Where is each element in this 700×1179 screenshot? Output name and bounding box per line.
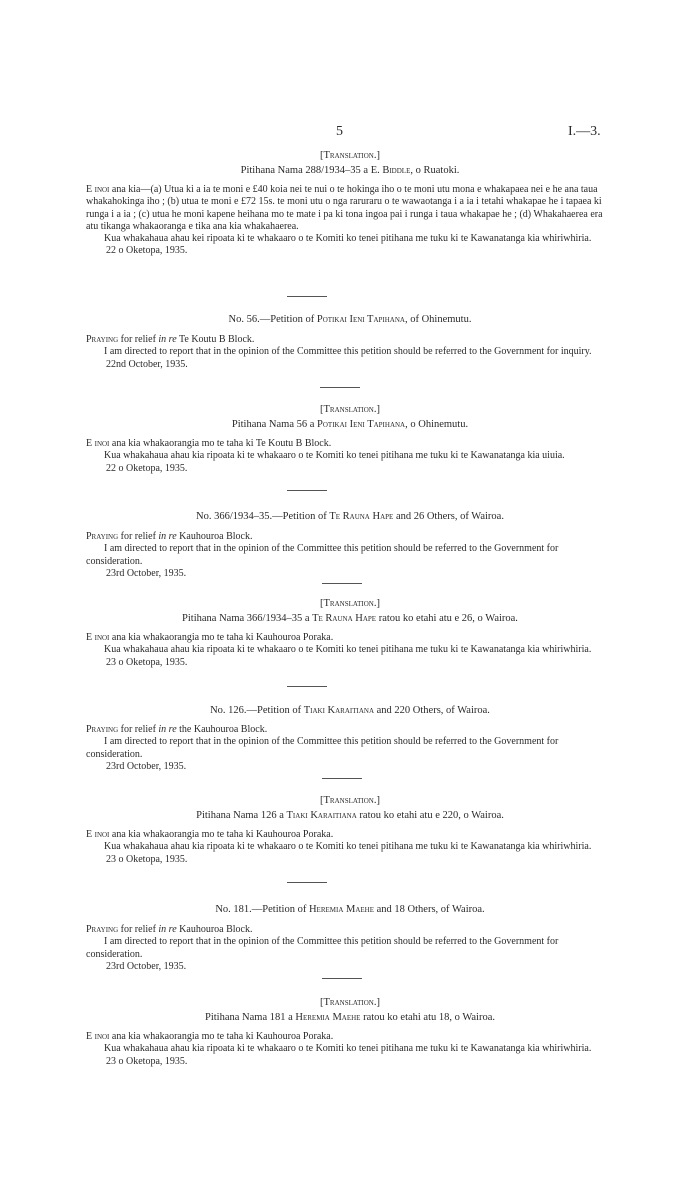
petition-body xyxy=(86,334,610,371)
translation-label: [Translation.] xyxy=(320,150,380,161)
petition-body xyxy=(86,632,610,669)
petition-body xyxy=(86,724,610,773)
report-date: 23 o Oketopa, 1935. xyxy=(106,656,188,668)
report-paragraph: I am directed to report that in the opinion of the Committee this petition should be referred to the Government for consideration. xyxy=(86,936,559,960)
prayer-paragraph: Praying for relief in re Te Koutu B Block. xyxy=(86,334,255,345)
petition-body xyxy=(86,184,610,258)
report-date: 22 o Oketopa, 1935. xyxy=(106,245,188,257)
petition-body xyxy=(86,531,610,580)
report-date: 23 o Oketopa, 1935. xyxy=(106,853,188,865)
section-divider xyxy=(287,882,327,883)
petition-title: Pitihana Nama 288/1934–35 a E. Biddle, o Ruatoki. xyxy=(240,165,460,176)
petition-body xyxy=(86,1031,610,1068)
petition-title: Pitihana Nama 181 a Heremia Maehe ratou ko etahi atu 18, o Wairoa. xyxy=(205,1012,495,1023)
prayer-paragraph: Praying for relief in re the Kauhouroa Block. xyxy=(86,724,268,735)
report-paragraph: Kua whakahaua ahau kia ripoata ki te whakaaro o te Komiti ko tenei pitihana me tuku ki te Kawanatanga kia whiriwhiria. xyxy=(104,841,592,853)
section-divider xyxy=(287,490,327,491)
prayer-paragraph: E inoi ana kia whakaorangia mo te taha ki Kauhouroa Poraka. xyxy=(86,1031,334,1042)
report-date: 23rd October, 1935. xyxy=(106,760,187,772)
translation-label: [Translation.] xyxy=(320,598,380,609)
prayer-paragraph: E inoi ana kia whakaorangia mo te taha ki Kauhouroa Poraka. xyxy=(86,829,334,840)
section-divider xyxy=(287,296,327,297)
report-date: 23rd October, 1935. xyxy=(106,567,187,579)
report-date: 23 o Oketopa, 1935. xyxy=(106,1055,188,1067)
petition-title: Pitihana Nama 366/1934–35 a Te Rauna Hape ratou ko etahi atu e 26, o Wairoa. xyxy=(182,613,518,624)
report-paragraph: Kua whakahaua ahau kia ripoata ki te whakaaro o te Komiti ko tenei pitihana me tuku ki te Kawanatanga kia uiuia. xyxy=(104,450,565,462)
petition-title: No. 366/1934–35.—Petition of Te Rauna Hape and 26 Others, of Wairoa. xyxy=(196,511,504,522)
report-paragraph: Kua whakahaua ahau kei ripoata ki te whakaaro o te Komiti ko tenei pitihana me tuku ki te Kawanatanga kia whiriwhiria. xyxy=(104,233,592,245)
report-paragraph: I am directed to report that in the opinion of the Committee this petition should be referred to the Government for consideration. xyxy=(86,736,559,760)
page-number: 5 xyxy=(336,124,343,139)
report-date: 22nd October, 1935. xyxy=(106,358,188,370)
petition-body xyxy=(86,924,610,973)
prayer-paragraph: E inoi ana kia whakaorangia mo te taha ki Kauhouroa Poraka. xyxy=(86,632,334,643)
report-paragraph: Kua whakahaua ahau kia ripoata ki te whakaaro o te Komiti ko tenei pitihana me tuku ki te Kawanatanga kia whiriwhiria. xyxy=(104,1043,592,1055)
prayer-paragraph: E inoi ana kia whakaorangia mo te taha ki Te Koutu B Block. xyxy=(86,438,332,449)
translation-label: [Translation.] xyxy=(320,404,380,415)
prayer-paragraph: Praying for relief in re Kauhouroa Block. xyxy=(86,531,253,542)
section-divider xyxy=(322,583,362,584)
report-paragraph: I am directed to report that in the opinion of the Committee this petition should be referred to the Government for consideration. xyxy=(86,543,559,567)
petition-title: Pitihana Nama 126 a Tiaki Karaitiana ratou ko etahi atu e 220, o Wairoa. xyxy=(196,810,504,821)
section-divider xyxy=(287,686,327,687)
report-date: 22 o Oketopa, 1935. xyxy=(106,462,188,474)
petition-title: No. 181.—Petition of Heremia Maehe and 18 Others, of Wairoa. xyxy=(215,904,485,915)
report-date: 23rd October, 1935. xyxy=(106,960,187,972)
translation-label: [Translation.] xyxy=(320,997,380,1008)
section-divider xyxy=(322,978,362,979)
petition-title: No. 126.—Petition of Tiaki Karaitiana and 220 Others, of Wairoa. xyxy=(210,705,490,716)
prayer-paragraph: E inoi ana kia—(a) Utua ki a ia te moni e £40 koia nei te nui o te hokinga iho o te moni utu mona e whakapaea nei e he ana taua whakahokinga iho ; (b) utua te moni e £72 15s. te moni utu o nga raruraru o te wawaotanga i a ia i tetahi whakapae he i tapaea ki runga i a ia ; (c) utua he moni kapene heihana mo te mate i pa ki tona ingoa pai i runga i taua whakapae he ; (d) Whakahaerea era atu tikanga whakaoranga e tika ana kia whakahaerea. xyxy=(86,184,603,232)
report-paragraph: I am directed to report that in the opinion of the Committee this petition should be referred to the Government for inquiry. xyxy=(104,346,592,358)
petition-title: No. 56.—Petition of Potikai Ieni Tapihana, of Ohinemutu. xyxy=(228,314,472,325)
section-divider xyxy=(322,778,362,779)
petition-body xyxy=(86,438,610,475)
section-divider xyxy=(320,387,360,388)
document-reference: I.—3. xyxy=(568,124,601,139)
petition-title: Pitihana Nama 56 a Potikai Ieni Tapihana, o Ohinemutu. xyxy=(231,419,469,430)
report-paragraph: Kua whakahaua ahau kia ripoata ki te whakaaro o te Komiti ko tenei pitihana me tuku ki te Kawanatanga kia whiriwhiria. xyxy=(104,644,592,656)
prayer-paragraph: Praying for relief in re Kauhouroa Block. xyxy=(86,924,253,935)
petition-body xyxy=(86,829,610,866)
translation-label: [Translation.] xyxy=(320,795,380,806)
